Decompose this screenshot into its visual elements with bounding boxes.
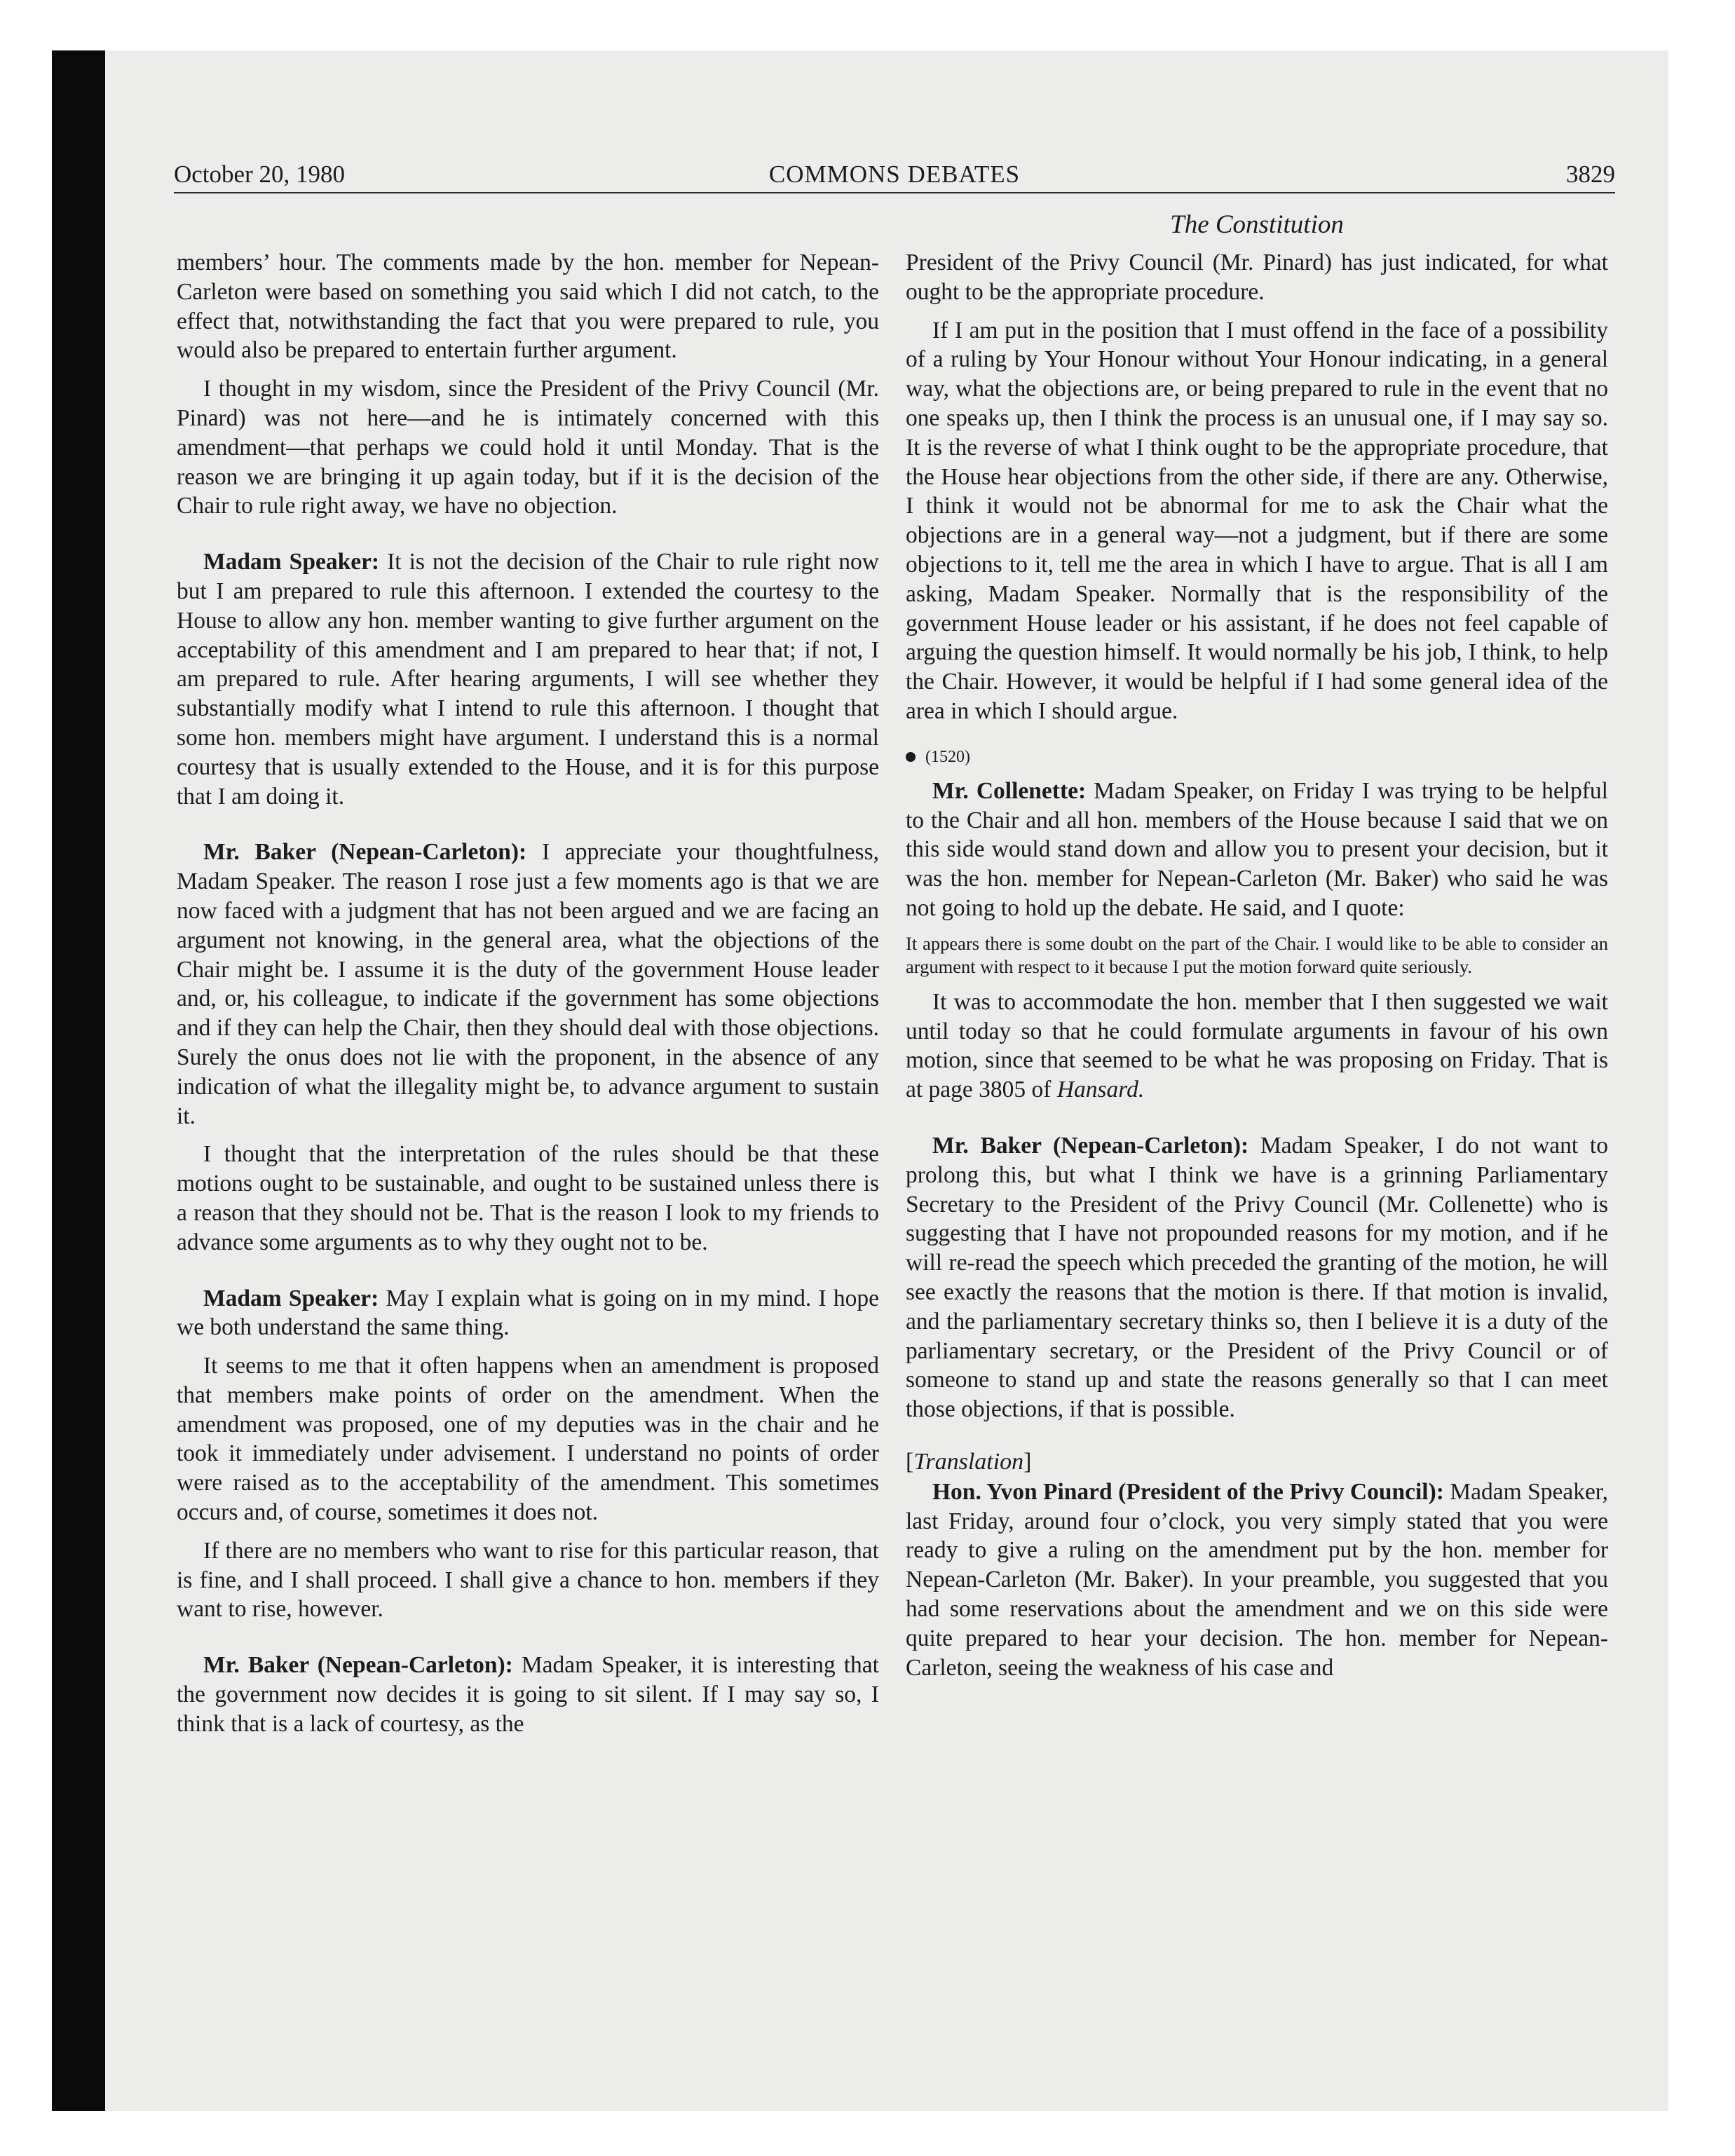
speaker-name: Hon. Yvon Pinard (President of the Privy Council): [932,1478,1444,1505]
page-header [174,157,1615,193]
paragraph: I thought that the interpretation of the rules should be that these motions ought to be sustainable, and ought to be sustained unless there is a reason that they should not be. That is the reason I look to my friends to advance some arguments as to why they ought not to be. [177,1141,879,1255]
speech-text: May I explain what is going on in my mind. I hope we both understand the same thing. [177,1285,879,1341]
speech-paragraph [906,777,1608,923]
translation-label: Translation [913,1448,1024,1475]
block-quote: It appears there is some doubt on the part of the Chair. I would like to be able to consider an argument with respect to it because I put the motion forward quite seriously. [906,932,1608,977]
left-column [177,248,879,1739]
translation-note: [Translation] [906,1448,1032,1475]
speech-text: Madam Speaker, I do not want to prolong this, but what I think we have is a grinning Parliamentary Secretary to the President of the Privy Council (Mr. Collenette) who is suggesting that I have not propounded reasons for my motion, and if he will re-read the speech which preceded the granting of the motion, he will see exactly the reasons that the motion is there. If that motion is invalid, and the parliamentary secretary thinks so, then I believe it is a duty of the parliamentary secretary, or the President of the Privy Council or of someone to stand up and state the reasons generally so that I can meet those objections, if that is possible. [906,1132,1608,1423]
paragraph: If I am put in the position that I must offend in the face of a possibility of a ruling by Your Honour without Your Honour indicating, in a general way, what the objections are, or being prepared to rule in the event that no one speaks up, then I think the process is an unusual one, if I may say so. It is the reverse of what I think ought to be the appropriate procedure, that the House hear objections from the other side, if there are any. Otherwise, I think it would not be abnormal for me to ask the Chair what the objections are in a general way—not a judgment, but if there are some objections to it, tell me the area in which I have to argue. That is all I am asking, Madam Speaker. Normally that is the responsibility of the government House leader or his assistant, if he does not feel capable of arguing the question himself. It would normally be his job, I think, to help the Chair. However, it would be helpful if I had some general idea of the area in which I should argue. [906,317,1608,724]
scan-border [52,50,105,2111]
speech-text: Madam Speaker, last Friday, around four o’clock, you very simply stated that you were ready to give a ruling on the amendment put by the hon. member for Nepean-Carleton (Mr. Baker). In your preamble, you suggested that you had some reservations about the amendment and we on this side were quite prepared to hear your decision. The hon. member for Nepean-Carleton, seeing the weakness of his case and [906,1478,1608,1681]
speaker-name: Mr. Baker (Nepean-Carleton): [203,839,527,866]
time-stamp [906,744,1608,770]
speech-text: Madam Speaker, it is interesting that the government now decides it is going to sit silent. If I may say so, I think that is a lack of courtesy, as the [177,1652,879,1737]
speaker-name: Madam Speaker: [203,1285,379,1311]
paragraph-text: It was to accommodate the hon. member that I then suggested we wait until today so that he could formulate arguments in favour of his own motion, since that seemed to be what he was proposing on Friday. That is at page 3805 of [906,988,1608,1103]
speech-paragraph [177,838,879,1131]
speech-paragraph [177,1284,879,1343]
speech-text: I appreciate your thoughtfulness, Madam Speaker. The reason I rose just a few moments ago is that we are now faced with a judgment that has not been argued and we are facing an argument not knowing, in the general area, what the objections of the Chair might be. I assume it is the duty of the government House leader and, or, his colleague, to indicate if the government has some objections and if they can help the Chair, then they should deal with those objections. Surely the onus does not lie with the proponent, in the absence of any indication of what the illegality might be, to advance argument to sustain it. [177,839,879,1129]
header-date: October 20, 1980 [174,161,345,188]
speech-text: Madam Speaker, on Friday I was trying to be helpful to the Chair and all hon. members of the House because I said that we on this side would stand down and allow you to present your decision, but it was the hon. member for Nepean-Carleton (Mr. Baker) who said he was not going to hold up the debate. He said, and I quote: [906,777,1608,921]
bullet-icon [906,752,916,762]
speaker-name: Mr. Collenette: [932,777,1087,804]
paragraph: members’ hour. The comments made by the hon. member for Nepean-Carleton were based on something you said which I did not catch, to the effect that, notwithstanding the fact that you were prepared to rule, you would also be prepared to entertain further argument. [177,250,879,364]
page-number: 3829 [1566,161,1615,188]
time-stamp-text: (1520) [925,747,970,766]
speaker-name: Mr. Baker (Nepean-Carleton): [203,1652,513,1679]
speech-paragraph [906,1131,1608,1424]
right-column [906,248,1608,1682]
speaker-name: Mr. Baker (Nepean-Carleton): [932,1132,1249,1159]
paragraph: If there are no members who want to rise for this particular reason, that is fine, and I shall proceed. I shall give a chance to hon. members if they want to rise, however. [177,1537,879,1623]
speech-paragraph [177,1651,879,1738]
hansard-reference: Hansard. [1056,1077,1145,1103]
paragraph: President of the Privy Council (Mr. Pinard) has just indicated, for what ought to be the appropriate procedure. [906,250,1608,305]
paragraph: I thought in my wisdom, since the President of the Privy Council (Mr. Pinard) was not here—and he is intimately concerned with this amendment—that perhaps we could hold it until Monday. That is the reason we are bringing it up again today, but if it is the decision of the Chair to rule right away, we have no objection. [177,376,879,519]
speech-paragraph [177,547,879,811]
section-title: The Constitution [1170,210,1344,239]
speech-paragraph [906,1478,1608,1683]
paragraph: It seems to me that it often happens when an amendment is proposed that members make points of order on the amendment. When the amendment was proposed, one of my deputies was in the chair and he took it immediately under advisement. I understand no points of order were raised as to the acceptability of the amendment. This sometimes occurs and, of course, sometimes it does not. [177,1353,879,1526]
paragraph [906,988,1608,1105]
speaker-name: Madam Speaker: [203,549,380,575]
speech-text: It is not the decision of the Chair to rule right now but I am prepared to rule this afternoon. I extended the courtesy to the House to allow any hon. member wanting to give further argument on the acceptability of this amendment and I am prepared to hear that; if not, I am prepared to rule. After hearing arguments, I will see whether they substantially modify what I intend to rule this afternoon. I thought that some hon. members might have argument. I understand this is a normal courtesy that is usually extended to the House, and it is for this purpose that I am doing it. [177,549,879,810]
header-title: COMMONS DEBATES [768,161,1021,188]
